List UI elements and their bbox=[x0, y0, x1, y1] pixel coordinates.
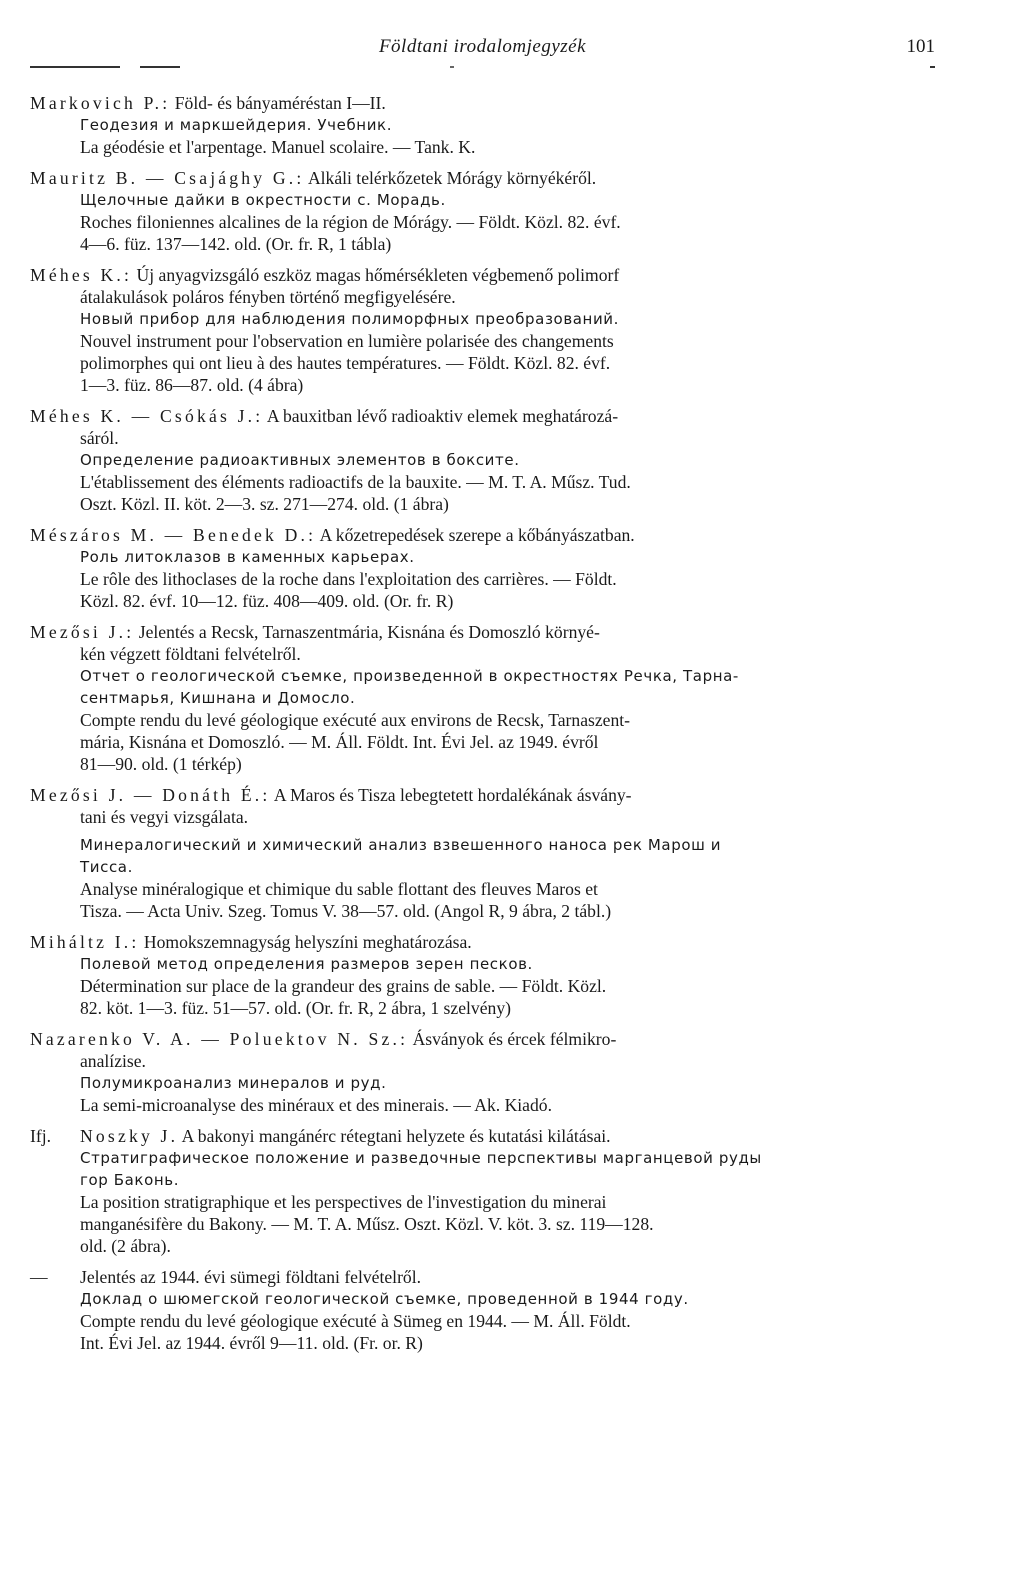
bibliography-entry bbox=[30, 1028, 938, 1116]
entry-citation: Közl. 82. évf. 10—12. füz. 408—409. old. (Or. fr. R) bbox=[80, 591, 454, 611]
entry-author: Noszky J. bbox=[80, 1126, 179, 1146]
bibliography-entry bbox=[30, 264, 938, 396]
entry-author: Méhes K.: bbox=[30, 265, 133, 285]
entry-french-title: Nouvel instrument pour l'observation en lumière polarisée des changements bbox=[80, 331, 614, 351]
entry-citation: 81—90. old. (1 térkép) bbox=[80, 754, 242, 774]
page-number: 101 bbox=[906, 36, 935, 57]
entry-heading bbox=[30, 784, 938, 806]
entry-title-continued: tani és vegyi vizsgálata. bbox=[80, 807, 249, 827]
entry-russian-title: Полевой метод определения размеров зерен песков. bbox=[80, 955, 533, 973]
entry-russian-title-continued: сентмарья, Кишнана и Домосло. bbox=[80, 689, 356, 707]
entry-citation: Int. Évi Jel. az 1944. évről 9—11. old. (Fr. or. R) bbox=[80, 1333, 423, 1353]
entry-author: Markovich P.: bbox=[30, 93, 171, 113]
entry-russian-title-continued: Тисса. bbox=[80, 858, 133, 876]
bibliography-entry bbox=[30, 405, 938, 515]
entry-title-continued: sáról. bbox=[80, 428, 119, 448]
entry-french-title: La position stratigraphique et les perspectives de l'investigation du minerai bbox=[80, 1192, 607, 1212]
entry-title: Alkáli telérkőzetek Mórágy környékéről. bbox=[307, 168, 597, 188]
entry-french-title: Compte rendu du levé géologique exécuté aux environs de Recsk, Tarnaszent- bbox=[80, 710, 631, 730]
entry-heading bbox=[30, 524, 938, 546]
entry-russian-title: Отчет о геологической съемке, произведенной в окрестностях Речка, Тарна- bbox=[80, 667, 739, 685]
entry-russian-title: Геодезия и маркшейдерия. Учебник. bbox=[80, 116, 393, 134]
bibliography-entry bbox=[30, 931, 938, 1019]
entry-title: Homokszemnagyság helyszíni meghatározása. bbox=[143, 932, 472, 952]
entry-author: Miháltz I.: bbox=[30, 932, 140, 952]
entry-french-title: Compte rendu du levé géologique exécuté à Sümeg en 1944. — M. Áll. Földt. bbox=[80, 1311, 631, 1331]
header-title: Földtani irodalomjegyzék bbox=[378, 36, 587, 57]
entry-russian-title: Определение радиоактивных элементов в боксите. bbox=[80, 451, 520, 469]
header-rule bbox=[30, 66, 935, 68]
bibliography-entry bbox=[30, 92, 938, 158]
entry-french-title: L'établissement des éléments radioactifs de la bauxite. — M. T. A. Műsz. Tud. bbox=[80, 472, 631, 492]
bibliography-entry bbox=[30, 167, 938, 255]
bibliography-entry bbox=[30, 621, 938, 775]
entry-citation: 82. köt. 1—3. füz. 51—57. old. (Or. fr. R, 2 ábra, 1 szelvény) bbox=[80, 998, 511, 1018]
entry-citation: 1—3. füz. 86—87. old. (4 ábra) bbox=[80, 375, 304, 395]
entry-heading bbox=[30, 1125, 938, 1147]
bibliography-entry bbox=[30, 524, 938, 612]
entry-prefix: Ifj. bbox=[30, 1126, 52, 1146]
entry-prefix: — bbox=[30, 1267, 48, 1287]
entry-french-title-continued: manganésifère du Bakony. — M. T. A. Műsz. Oszt. Közl. V. köt. 3. sz. 119—128. bbox=[80, 1214, 654, 1234]
bibliography-list bbox=[30, 92, 938, 1363]
entry-russian-title: Новый прибор для наблюдения полиморфных преобразований. bbox=[80, 310, 620, 328]
entry-heading bbox=[30, 1266, 938, 1288]
entry-russian-title: Полумикроанализ минералов и руд. bbox=[80, 1074, 387, 1092]
entry-title: Új anyagvizsgáló eszköz magas hőmérsékleten végbemenő polimorf bbox=[136, 265, 620, 285]
entry-russian-title: Доклад о шюмегской геологической съемке, проведенной в 1944 году. bbox=[80, 1290, 689, 1308]
bibliography-entry bbox=[30, 1125, 938, 1257]
entry-russian-title: Роль литоклазов в каменных карьерах. bbox=[80, 548, 415, 566]
entry-heading bbox=[30, 621, 938, 643]
entry-title-continued: kén végzett földtani felvételről. bbox=[80, 644, 301, 664]
entry-french-title: La semi-microanalyse des minéraux et des minerais. — Ak. Kiadó. bbox=[80, 1095, 552, 1115]
entry-heading bbox=[30, 931, 938, 953]
entry-french-title: Analyse minéralogique et chimique du sable flottant des fleuves Maros et bbox=[80, 879, 598, 899]
entry-author: Nazarenko V. A. — Poluektov N. Sz.: bbox=[30, 1029, 409, 1049]
entry-citation: Tisza. — Acta Univ. Szeg. Tomus V. 38—57. old. (Angol R, 9 ábra, 2 tábl.) bbox=[80, 901, 612, 921]
running-header bbox=[30, 36, 935, 66]
entry-citation: Oszt. Közl. II. köt. 2—3. sz. 271—274. old. (1 ábra) bbox=[80, 494, 449, 514]
entry-author: Mauritz B. — Csajághy G.: bbox=[30, 168, 305, 188]
entry-russian-title: Минералогический и химический анализ взвешенного наноса рек Марош и bbox=[80, 836, 722, 854]
entry-title-continued: analízise. bbox=[80, 1051, 146, 1071]
entry-title: A bakonyi mangánérc rétegtani helyzete és kutatási kilátásai. bbox=[181, 1126, 611, 1146]
entry-title: Jelentés az 1944. évi sümegi földtani felvételről. bbox=[80, 1267, 422, 1287]
bibliography-entry bbox=[30, 784, 938, 922]
entry-citation: 4—6. füz. 137—142. old. (Or. fr. R, 1 tábla) bbox=[80, 234, 392, 254]
entry-author: Mészáros M. — Benedek D.: bbox=[30, 525, 317, 545]
entry-russian-title: Щелочные дайки в окрестности с. Морадь. bbox=[80, 191, 446, 209]
entry-citation: old. (2 ábra). bbox=[80, 1236, 171, 1256]
entry-french-title: Le rôle des lithoclases de la roche dans l'exploitation des carrières. — Földt. bbox=[80, 569, 617, 589]
entry-french-title-continued: mária, Kisnána et Domoszló. — M. Áll. Földt. Int. Évi Jel. az 1949. évről bbox=[80, 732, 599, 752]
entry-heading bbox=[30, 405, 938, 427]
entry-title: Föld- és bányaméréstan I—II. bbox=[174, 93, 386, 113]
entry-title: A bauxitban lévő radioaktiv elemek meghatározá- bbox=[266, 406, 619, 426]
entry-author: Méhes K. — Csókás J.: bbox=[30, 406, 264, 426]
entry-french-title: Détermination sur place de la grandeur des grains de sable. — Földt. Közl. bbox=[80, 976, 607, 996]
entry-title: Ásványok és ércek félmikro- bbox=[412, 1029, 617, 1049]
entry-heading bbox=[30, 167, 938, 189]
entry-author: Mezősi J. — Donáth É.: bbox=[30, 785, 271, 805]
entry-french-title: Roches filoniennes alcalines de la région de Mórágy. — Földt. Közl. 82. évf. bbox=[80, 212, 621, 232]
entry-heading bbox=[30, 92, 938, 114]
entry-heading bbox=[30, 264, 938, 286]
entry-author: Mezősi J.: bbox=[30, 622, 135, 642]
entry-heading bbox=[30, 1028, 938, 1050]
bibliography-entry bbox=[30, 1266, 938, 1354]
entry-french-title: La géodésie et l'arpentage. Manuel scolaire. — Tank. K. bbox=[80, 137, 476, 157]
entry-russian-title-continued: гор Баконь. bbox=[80, 1171, 180, 1189]
entry-title-continued: átalakulások poláros fényben történő megfigyelésére. bbox=[80, 287, 456, 307]
entry-title: A kőzetrepedések szerepe a kőbányászatban. bbox=[319, 525, 635, 545]
entry-title: Jelentés a Recsk, Tarnaszentmária, Kisnána és Domoszló környé- bbox=[138, 622, 600, 642]
entry-russian-title: Стратиграфическое положение и разведочные перспективы марганцевой руды bbox=[80, 1149, 762, 1167]
entry-french-title-continued: polimorphes qui ont lieu à des hautes températures. — Földt. Közl. 82. évf. bbox=[80, 353, 611, 373]
entry-title: A Maros és Tisza lebegtetett hordalékának ásvány- bbox=[273, 785, 632, 805]
